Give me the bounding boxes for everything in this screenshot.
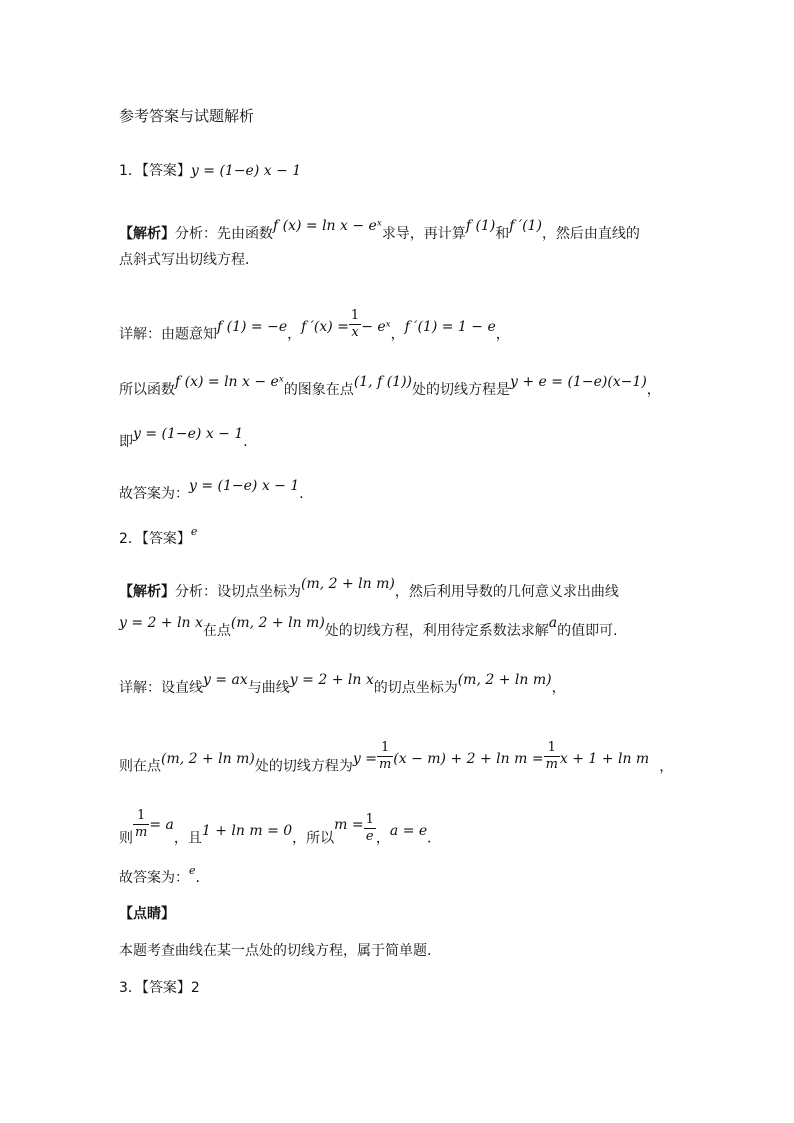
q1-ji-line: [119, 426, 258, 452]
q2-comma-3: ，: [375, 830, 390, 847]
q2-analysis-c: 处的切线方程，利用待定系数法求解: [324, 623, 549, 639]
q2-then-line: [119, 740, 674, 783]
q2-tan-mid: (x − m) + 2 + ln m =: [393, 750, 544, 767]
q1-comma-2: ，: [390, 326, 405, 343]
q2-curve-2: y = 2 + ln x: [289, 672, 374, 688]
q2-with: 与曲线: [247, 680, 290, 696]
q1-analysis-b: 求导，再计算: [381, 226, 466, 242]
q2-pt-3: (m, 2 + ln m): [457, 672, 552, 688]
q2-analysis-a: 分析：设切点坐标为: [175, 584, 301, 600]
q2-ze: 则: [119, 830, 133, 847]
q1-period-2: ．: [299, 486, 314, 502]
page-title: 参考答案与试题解析: [119, 107, 255, 125]
q1-f-def: f (x) = ln x − eˣ: [273, 218, 382, 234]
q3-head: 3．【答案】: [119, 980, 191, 996]
q1-period-1: ．: [243, 434, 258, 450]
q1-analysis-line2: 点斜式写出切线方程．: [119, 252, 259, 268]
q2-detail-a: 详解：设直线: [119, 680, 203, 696]
q1-comma-1: ，: [287, 326, 302, 343]
q2-eq-b: 1 + ln m = 0: [201, 822, 293, 839]
q2-analysis-line2: [119, 615, 618, 641]
q1-point: (1, f (1)): [353, 374, 413, 390]
q1-tangent: y + e = (1−e)(x−1): [510, 374, 647, 390]
q2-a-eq: a = e: [389, 822, 428, 839]
q1-so-c: 处的切线方程是: [412, 382, 511, 398]
q1-fp-frac: [349, 308, 361, 341]
q1-f1: f (1): [465, 218, 496, 234]
q2-ze-frac-den: m: [135, 825, 148, 840]
q2-tan-frac2-num: 1: [544, 740, 560, 757]
q2-summary: 本题考查曲线在某一点处的切线方程，属于简单题.: [119, 943, 432, 959]
q2-then-a: 则在点: [119, 758, 161, 775]
q2-pt-1: (m, 2 + ln m): [301, 576, 395, 592]
q2-m-frac-den: e: [365, 829, 374, 844]
q1-head: 1．【答案】: [119, 163, 191, 179]
q2-final-line: [119, 864, 210, 889]
q2-line-eq: y = ax: [203, 672, 248, 688]
q1-and: 和: [495, 226, 510, 242]
q2-head: 2．【答案】: [119, 531, 191, 547]
q2-at: 在点: [202, 623, 231, 639]
q2-a: a: [548, 615, 558, 631]
q1-analysis-c: ，然后由直线的: [541, 226, 640, 242]
q2-comma-1: ，: [551, 680, 566, 696]
q1-final-label: 故答案为：: [119, 486, 189, 502]
q2-then-b: 处的切线方程为: [254, 758, 353, 775]
q2-analysis-b: ，然后利用导数的几何意义求出曲线: [394, 584, 619, 600]
q1-fp1-val: f ′(1) = 1 − e: [404, 318, 496, 335]
q1-so-line: [119, 374, 661, 400]
q2-tan-frac1-den: m: [378, 757, 392, 772]
q2-analysis-tag: 【解析】: [119, 584, 175, 600]
q1-comma-4: ，: [646, 382, 661, 398]
q1-answer-line: [119, 161, 301, 181]
q2-detail-line: [119, 672, 566, 698]
q1-fp-rhs: − eˣ: [361, 318, 391, 335]
q2-period-1: ．: [427, 830, 442, 847]
q2-analysis-line1: [119, 576, 619, 602]
q1-answer: y = (1−e) x − 1: [190, 163, 302, 179]
q1-analysis-a: 分析：先由函数: [175, 226, 273, 242]
q2-ze-frac: [133, 808, 149, 841]
q1-so-b: 的图象在点: [283, 382, 354, 398]
q2-m-eq: m =: [334, 816, 364, 833]
q2-pt-4: (m, 2 + ln m): [161, 750, 255, 767]
q1-fp-num: 1: [350, 308, 360, 323]
q2-tan-end: x + 1 + ln m: [559, 750, 650, 767]
q1-final-line: [119, 478, 314, 504]
q2-tan-y: y =: [352, 750, 377, 767]
q2-eq-a: = a: [149, 816, 174, 833]
q2-detail-b: 的切点坐标为: [373, 680, 458, 696]
q2-suoyi: ，所以: [292, 830, 335, 847]
q1-fp1: f ′(1): [509, 218, 542, 234]
q2-analysis-d: 的值即可.: [557, 623, 618, 639]
q1-ji: 即: [119, 434, 133, 450]
q2-answer-line: [119, 525, 198, 550]
q2-ze-frac-num: 1: [133, 808, 149, 825]
q1-ji-eq: y = (1−e) x − 1: [133, 426, 244, 442]
q1-so-fdef: f (x) = ln x − eˣ: [175, 374, 284, 390]
q2-m-frac: [364, 812, 376, 845]
q1-f1-val: f (1) = −e: [217, 318, 288, 335]
q2-dianjing: 【点睛】: [119, 906, 175, 922]
q1-comma-3: ，: [495, 326, 510, 343]
q1-analysis-tag: 【解析】: [119, 226, 175, 242]
q1-detail-a: 详解：由题意知: [119, 326, 217, 343]
q2-final-label: 故答案为：: [119, 870, 189, 886]
q2-tan-frac1-num: 1: [377, 740, 393, 757]
q2-qie: ，且: [173, 830, 202, 847]
q2-tan-frac2-den: m: [545, 757, 558, 772]
q1-so-a: 所以函数: [119, 382, 175, 398]
q2-tan-frac-2: [544, 740, 560, 773]
q2-curve-1: y = 2 + ln x: [119, 615, 203, 631]
q1-analysis-line1: [119, 218, 640, 244]
q2-m-frac-num: 1: [365, 812, 374, 827]
q1-fp-den: x: [351, 325, 359, 340]
q1-detail-line: [119, 308, 510, 351]
q2-answer: e: [190, 525, 198, 538]
q1-final-eq: y = (1−e) x − 1: [189, 478, 300, 494]
q3-answer: 2: [190, 980, 200, 996]
q3-answer-line: [119, 978, 200, 998]
q2-tan-frac-1: [377, 740, 393, 773]
q2-final: e: [189, 864, 196, 877]
q1-fp-lhs: f ′(x) =: [301, 318, 349, 335]
q2-comma-2: ，: [659, 758, 674, 775]
q2-pt-2: (m, 2 + ln m): [230, 615, 325, 631]
q2-period-2: ．: [195, 870, 210, 886]
q2-ze-line: [119, 808, 442, 855]
